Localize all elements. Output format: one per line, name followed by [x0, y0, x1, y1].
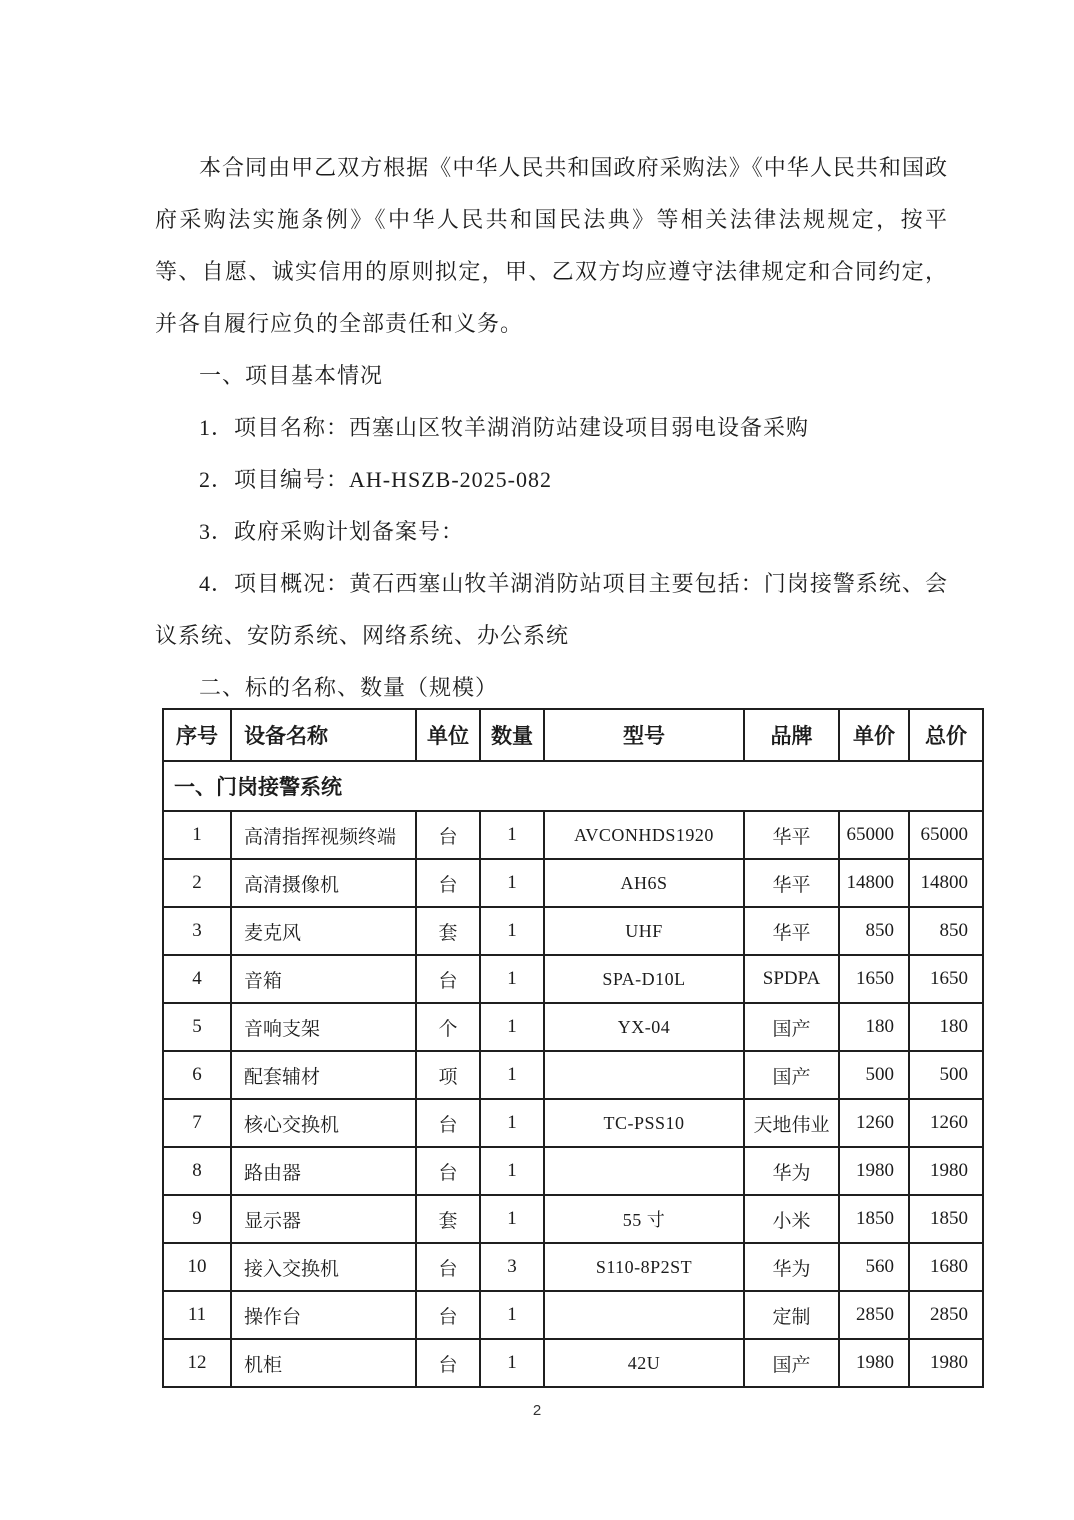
cell-device-name: 路由器	[231, 1147, 416, 1195]
cell-device-name: 高清指挥视频终端	[231, 811, 416, 859]
cell-index: 6	[163, 1051, 231, 1099]
cell-quantity: 1	[480, 955, 544, 1003]
cell-device-name: 高清摄像机	[231, 859, 416, 907]
table-row	[163, 811, 983, 859]
cell-model: S110-8P2ST	[544, 1243, 744, 1291]
cell-index: 4	[163, 955, 231, 1003]
cell-total-price: 2850	[909, 1291, 983, 1339]
header-quantity: 数量	[480, 709, 544, 761]
cell-total-price: 1650	[909, 955, 983, 1003]
item-project-name: 1．项目名称：西塞山区牧羊湖消防站建设项目弱电设备采购	[199, 415, 810, 440]
cell-unit-price: 560	[839, 1243, 909, 1291]
cell-model: TC-PSS10	[544, 1099, 744, 1147]
cell-unit-price: 14800	[839, 859, 909, 907]
cell-index: 1	[163, 811, 231, 859]
cell-total-price: 1260	[909, 1099, 983, 1147]
cell-total-price: 1980	[909, 1147, 983, 1195]
cell-unit-price: 2850	[839, 1291, 909, 1339]
table-row	[163, 1243, 983, 1291]
equipment-table	[162, 708, 984, 1388]
cell-total-price: 65000	[909, 811, 983, 859]
cell-device-name: 显示器	[231, 1195, 416, 1243]
cell-model: AVCONHDS1920	[544, 811, 744, 859]
cell-unit: 台	[416, 1243, 480, 1291]
cell-device-name: 音箱	[231, 955, 416, 1003]
table-row	[163, 907, 983, 955]
cell-device-name: 麦克风	[231, 907, 416, 955]
cell-model	[544, 1051, 744, 1099]
table-row	[163, 859, 983, 907]
cell-unit: 项	[416, 1051, 480, 1099]
cell-unit: 台	[416, 955, 480, 1003]
cell-total-price: 1980	[909, 1339, 983, 1387]
item-project-number: 2．项目编号：AH-HSZB-2025-082	[199, 467, 552, 492]
cell-model: 55 寸	[544, 1195, 744, 1243]
cell-unit: 台	[416, 1339, 480, 1387]
cell-total-price: 850	[909, 907, 983, 955]
cell-model: UHF	[544, 907, 744, 955]
cell-brand: 天地伟业	[744, 1099, 839, 1147]
cell-brand: 定制	[744, 1291, 839, 1339]
header-index: 序号	[163, 709, 231, 761]
cell-index: 12	[163, 1339, 231, 1387]
cell-unit-price: 500	[839, 1051, 909, 1099]
cell-model	[544, 1147, 744, 1195]
cell-total-price: 1850	[909, 1195, 983, 1243]
page-number: 2	[532, 1402, 542, 1419]
cell-unit: 个	[416, 1003, 480, 1051]
cell-total-price: 14800	[909, 859, 983, 907]
header-model: 型号	[544, 709, 744, 761]
cell-total-price: 1680	[909, 1243, 983, 1291]
cell-index: 5	[163, 1003, 231, 1051]
cell-index: 11	[163, 1291, 231, 1339]
cell-index: 2	[163, 859, 231, 907]
cell-index: 7	[163, 1099, 231, 1147]
cell-device-name: 接入交换机	[231, 1243, 416, 1291]
cell-model: YX-04	[544, 1003, 744, 1051]
cell-model: AH6S	[544, 859, 744, 907]
item-filing-number: 3．政府采购计划备案号：	[199, 519, 465, 544]
cell-unit: 台	[416, 811, 480, 859]
cell-unit: 套	[416, 1195, 480, 1243]
equipment-table-body	[163, 761, 983, 1387]
cell-brand: 国产	[744, 1339, 839, 1387]
cell-device-name: 音响支架	[231, 1003, 416, 1051]
cell-quantity: 1	[480, 811, 544, 859]
cell-quantity: 1	[480, 1195, 544, 1243]
cell-quantity: 1	[480, 859, 544, 907]
cell-brand: 华平	[744, 811, 839, 859]
cell-index: 3	[163, 907, 231, 955]
cell-index: 9	[163, 1195, 231, 1243]
cell-quantity: 1	[480, 1339, 544, 1387]
cell-unit-price: 1980	[839, 1147, 909, 1195]
cell-index: 10	[163, 1243, 231, 1291]
cell-unit-price: 180	[839, 1003, 909, 1051]
cell-unit: 套	[416, 907, 480, 955]
table-row	[163, 1339, 983, 1387]
cell-unit-price: 1980	[839, 1339, 909, 1387]
section2-heading: 二、标的名称、数量（规模）	[199, 675, 499, 700]
table-row	[163, 1195, 983, 1243]
cell-quantity: 3	[480, 1243, 544, 1291]
cell-quantity: 1	[480, 907, 544, 955]
cell-brand: SPDPA	[744, 955, 839, 1003]
cell-quantity: 1	[480, 1099, 544, 1147]
cell-index: 8	[163, 1147, 231, 1195]
header-unit-price: 单价	[839, 709, 909, 761]
cell-unit: 台	[416, 1099, 480, 1147]
intro-paragraph: 本合同由甲乙双方根据《中华人民共和国政府采购法》《中华人民共和国政府采购法实施条例》《中华人民共和国民法典》等相关法律法规规定，按平等、自愿、诚实信用的原则拟定，甲、乙双方均应遵守法律规定和合同约定，并各自履行应负的全部责任和义务。	[155, 155, 948, 336]
cell-unit: 台	[416, 859, 480, 907]
section1-heading: 一、项目基本情况	[199, 363, 384, 388]
cell-total-price: 180	[909, 1003, 983, 1051]
cell-brand: 小米	[744, 1195, 839, 1243]
table-section-row	[163, 761, 983, 811]
cell-model: SPA-D10L	[544, 955, 744, 1003]
table-row	[163, 1147, 983, 1195]
cell-unit: 台	[416, 1291, 480, 1339]
cell-unit: 台	[416, 1147, 480, 1195]
cell-quantity: 1	[480, 1051, 544, 1099]
header-device-name: 设备名称	[231, 709, 416, 761]
header-brand: 品牌	[744, 709, 839, 761]
cell-brand: 华为	[744, 1147, 839, 1195]
cell-unit-price: 65000	[839, 811, 909, 859]
cell-quantity: 1	[480, 1003, 544, 1051]
header-unit: 单位	[416, 709, 480, 761]
cell-total-price: 500	[909, 1051, 983, 1099]
cell-device-name: 配套辅材	[231, 1051, 416, 1099]
item-project-overview: 4．项目概况：黄石西塞山牧羊湖消防站项目主要包括：门岗接警系统、会议系统、安防系统、网络系统、办公系统	[155, 571, 948, 648]
cell-model: 42U	[544, 1339, 744, 1387]
cell-brand: 国产	[744, 1051, 839, 1099]
cell-brand: 华平	[744, 907, 839, 955]
cell-unit-price: 1260	[839, 1099, 909, 1147]
cell-model	[544, 1291, 744, 1339]
cell-brand: 华平	[744, 859, 839, 907]
section-row-label: 一、门岗接警系统	[163, 761, 983, 811]
cell-device-name: 操作台	[231, 1291, 416, 1339]
table-header-row	[163, 709, 983, 761]
table-row	[163, 1099, 983, 1147]
cell-unit-price: 850	[839, 907, 909, 955]
header-total-price: 总价	[909, 709, 983, 761]
cell-unit-price: 1650	[839, 955, 909, 1003]
cell-unit-price: 1850	[839, 1195, 909, 1243]
cell-brand: 华为	[744, 1243, 839, 1291]
cell-device-name: 核心交换机	[231, 1099, 416, 1147]
cell-brand: 国产	[744, 1003, 839, 1051]
cell-quantity: 1	[480, 1147, 544, 1195]
cell-device-name: 机柜	[231, 1339, 416, 1387]
page-footer	[0, 1402, 1074, 1419]
table-row	[163, 955, 983, 1003]
cell-quantity: 1	[480, 1291, 544, 1339]
table-row	[163, 1051, 983, 1099]
table-row	[163, 1291, 983, 1339]
table-row	[163, 1003, 983, 1051]
